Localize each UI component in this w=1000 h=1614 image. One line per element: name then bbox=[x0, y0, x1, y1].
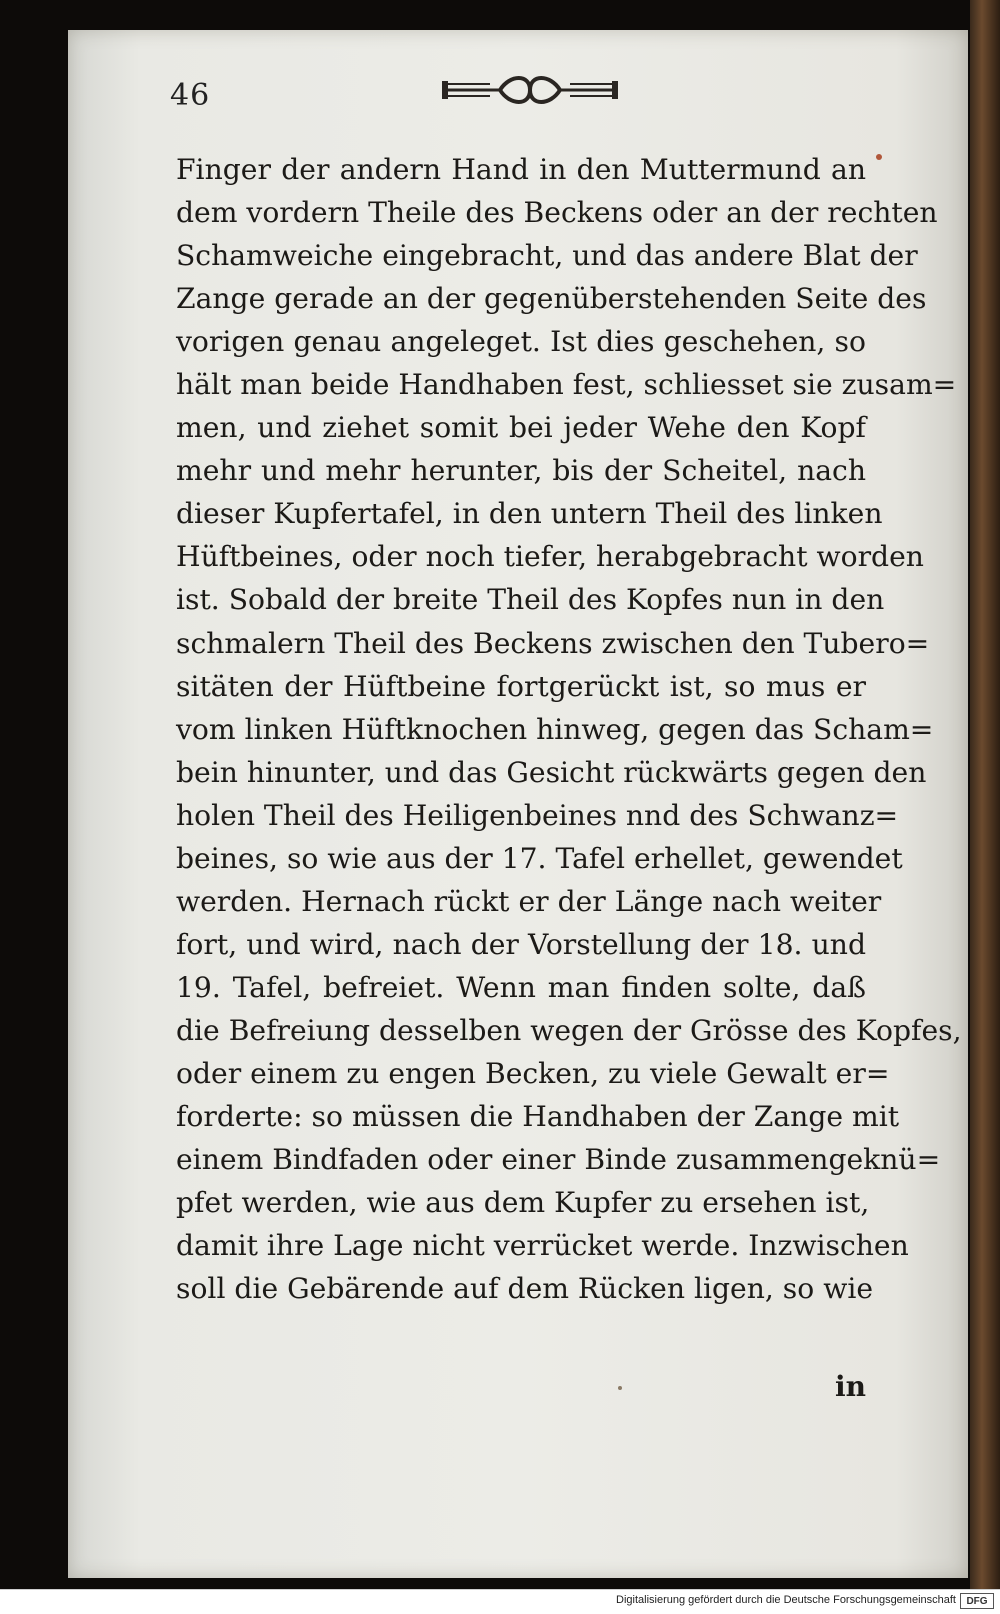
page-number: 46 bbox=[170, 78, 211, 113]
text-line: die Befreiung desselben wegen der Grösse des Kopfes, bbox=[176, 1013, 962, 1047]
text-line: werden. Hernach rückt er der Länge nach weiter bbox=[176, 884, 882, 918]
text-line: soll die Gebärende auf dem Rücken ligen, so wie bbox=[176, 1272, 874, 1306]
text-line: Schamweiche eingebracht, und das andere Blat der bbox=[176, 239, 918, 273]
book-spine-edge bbox=[970, 0, 1000, 1590]
text-line: hält man beide Handhaben fest, schliesset sie zusam= bbox=[176, 368, 957, 402]
text-line: holen Theil des Heiligenbeines nnd des Schwanz= bbox=[176, 798, 899, 832]
text-line: bein hinunter, und das Gesicht rückwärts gegen den bbox=[176, 755, 927, 789]
text-line: Hüftbeines, oder noch tiefer, herabgebracht worden bbox=[176, 540, 924, 574]
text-line: sitäten der Hüftbeine fortgerückt ist, so mus er bbox=[176, 669, 866, 703]
footer-bar bbox=[0, 1589, 1000, 1614]
dfg-logo: DFG bbox=[960, 1593, 994, 1609]
text-line: dem vordern Theile des Beckens oder an der rechten bbox=[176, 196, 938, 230]
paper-speck bbox=[618, 1386, 622, 1390]
ink-speck bbox=[876, 154, 882, 160]
text-line: fort, und wird, nach der Vorstellung der 18. und bbox=[176, 927, 866, 961]
page-body-text bbox=[176, 148, 962, 1310]
text-line: pfet werden, wie aus dem Kupfer zu ersehen ist, bbox=[176, 1186, 870, 1220]
text-line: einem Bindfaden oder einer Binde zusammengeknü= bbox=[176, 1143, 941, 1177]
text-line: Zange gerade an der gegenüberstehenden Seite des bbox=[176, 282, 927, 316]
text-line: beines, so wie aus der 17. Tafel erhellet, gewendet bbox=[176, 841, 903, 875]
text-line: vorigen genau angeleget. Ist dies geschehen, so bbox=[176, 325, 866, 359]
catchword: in bbox=[835, 1370, 866, 1403]
text-line: damit ihre Lage nicht verrücket werde. Inzwischen bbox=[176, 1229, 909, 1263]
text-line: Finger der andern Hand in den Muttermund an bbox=[176, 153, 866, 186]
text-line: 19. Tafel, befreiet. Wenn man finden solte, daß bbox=[176, 970, 866, 1004]
decorative-knot-ornament bbox=[440, 72, 620, 108]
text-line: mehr und mehr herunter, bis der Scheitel, nach bbox=[176, 454, 866, 488]
text-line: dieser Kupfertafel, in den untern Theil des linken bbox=[176, 497, 883, 531]
text-line: ist. Sobald der breite Theil des Kopfes nun in den bbox=[176, 583, 885, 617]
text-line: schmalern Theil des Beckens zwischen den Tubero= bbox=[176, 626, 930, 660]
digitization-credit: Digitalisierung gefördert durch die Deutsche Forschungsgemeinschaft bbox=[616, 1594, 956, 1606]
text-line: men, und ziehet somit bei jeder Wehe den Kopf bbox=[176, 411, 866, 445]
text-line: vom linken Hüftknochen hinweg, gegen das Scham= bbox=[176, 712, 934, 746]
text-line: oder einem zu engen Becken, zu viele Gewalt er= bbox=[176, 1056, 890, 1090]
text-line: forderte: so müssen die Handhaben der Zange mit bbox=[176, 1100, 900, 1134]
